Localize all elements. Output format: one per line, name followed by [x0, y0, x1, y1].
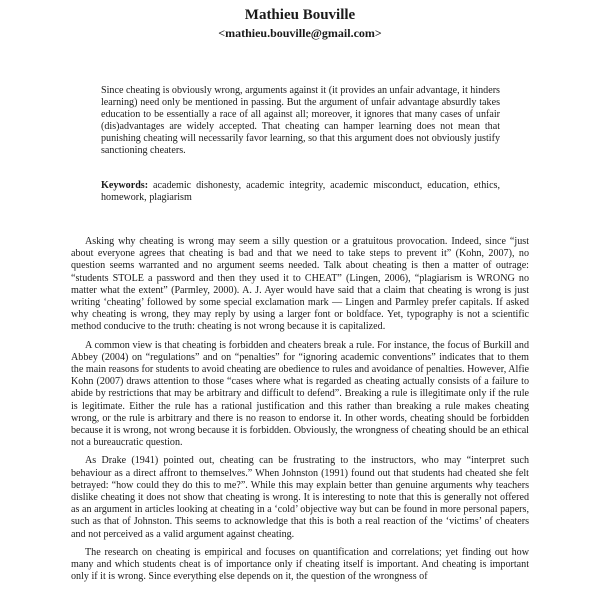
keywords — [101, 180, 500, 204]
body-paragraph: As Drake (1941) pointed out, cheating can be frustrating to the instructors, who may “interpret such behaviour as a direct affront to themselves.” When Johnston (1991) found out that students had cheated she felt betrayed: “how could they do this to me?”. While this may explain better than genuine arguments why teachers dislike cheating it does not show that cheating is wrong. It is interesting to note that this is generally not offered as an argument in articles looking at cheating in a ‘cold’ objective way but can be found in more personal papers, such as that of Johnston. This seems to acknowledge that this is both a real reaction of the ‘victims’ of cheaters and not perceived as a valid argument against cheating. — [71, 455, 529, 540]
author-email: <mathieu.bouville@gmail.com> — [218, 26, 382, 40]
author-name: Mathieu Bouville — [244, 7, 356, 23]
body-text — [71, 236, 529, 589]
body-paragraph: Asking why cheating is wrong may seem a silly question or a gratuitous provocation. Indeed, since “just about everyone agrees that cheating is bad and that we need to take steps to prevent it” (Kohn, 2007), no question seems warranted and no argument seems needed. Talk about cheating is then a matter of outrage: “students STOLE a password and then they used it to CHEAT” (Lingen, 2006), “plagiarism is WRONG no matter what the extent” (Parmley, 2000). A. J. Ayer would have said that a claim that cheating is wrong is just writing ‘cheating’ followed by some special exclamation mark — Lingen and Parmley prefer capitals. If asked why cheating is wrong, they may reply by using a larger font or boldface. Yet, typography is not a scientific method conducive to the truth: cheating is not wrong because it is capitalized. — [71, 236, 529, 333]
keywords-text: academic dishonesty, academic integrity, academic misconduct, education, ethics, homework, plagiarism — [101, 180, 500, 204]
body-paragraph: A common view is that cheating is forbidden and cheaters break a rule. For instance, the focus of Burkill and Abbey (2004) on “regulations” and on “penalties” for “ignoring academic conventions” indicates that to them the main reasons for students to avoid cheating are obedience to rules and avoidance of penalties. However, Alfie Kohn (2007) draws attention to those “cases where what is regarded as cheating actually consists of a failure to abide by restrictions that may be arbitrary and difficult to defend”. Breaking a rule is illegitimate only if the rule is legitimate. Either the rule has a rational justification and this rather than breaking a rule makes cheating wrong, or the rule is arbitrary and there is no reason to endorse it. In other words, cheating should be forbidden because it is wrong, not wrong because it is forbidden. Obviously, the wrongness of cheating should be an ethical not a bureaucratic question. — [71, 339, 529, 449]
keywords-label: Keywords: — [101, 180, 149, 191]
body-paragraph: The research on cheating is empirical and focuses on quantification and correlations; yet finding out how many and which students cheat is of importance only if cheating itself is important. And cheating is important only if it is wrong. Since everything else depends on it, the question of the wrongness of — [71, 546, 529, 583]
abstract: Since cheating is obviously wrong, arguments against it (it provides an unfair advantage, it hinders learning) need only be mentioned in passing. But the argument of unfair advantage absurdly takes education to be essentially a race of all against all; moreover, it ignores that many cases of unfair (dis)advantages are widely accepted. That cheating can hamper learning does not mean that punishing cheating will necessarily favor learning, so that this argument does not obviously justify sanctioning cheaters. — [101, 85, 500, 157]
